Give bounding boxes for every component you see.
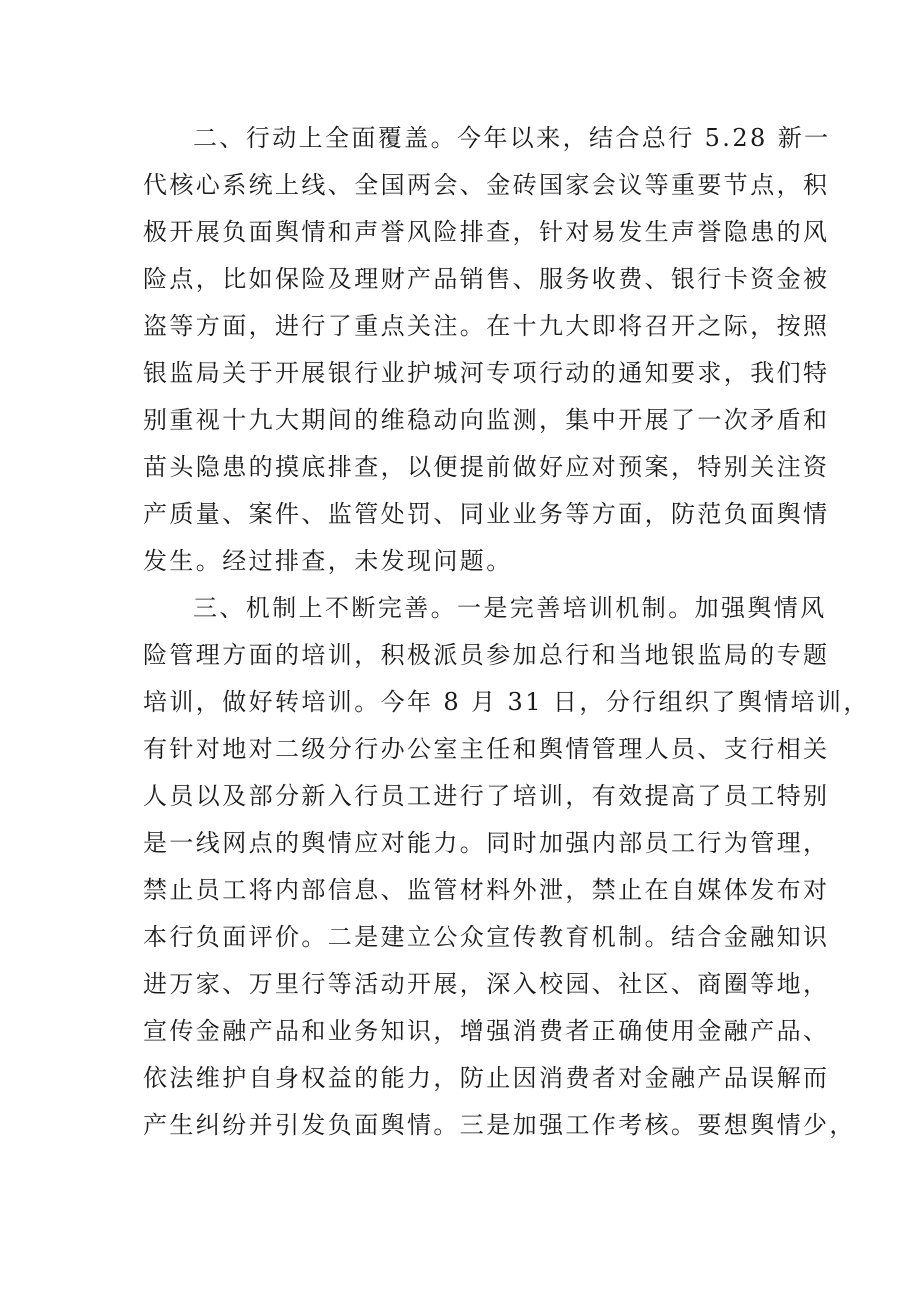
text-line: 产质量、案件、监管处罚、同业业务等方面，防范负面舆情: [143, 500, 830, 528]
text-line: 盗等方面，进行了重点关注。在十九大即将召开之际，按照: [143, 312, 830, 340]
text-line: 别重视十九大期间的维稳动向监测，集中开展了一次矛盾和: [143, 406, 830, 434]
text-line: 二、行动上全面覆盖。今年以来，结合总行 5.28 新一: [193, 124, 831, 152]
text-line: 产生纠纷并引发负面舆情。三是加强工作考核。要想舆情少，: [143, 1111, 856, 1139]
text-line: 进万家、万里行等活动开展，深入校园、社区、商圈等地，: [143, 970, 830, 998]
text-line: 发生。经过排查，未发现问题。: [143, 547, 513, 575]
text-line: 人员以及部分新入行员工进行了培训，有效提高了员工特别: [143, 782, 830, 810]
text-line: 依法维护自身权益的能力，防止因消费者对金融产品误解而: [143, 1064, 830, 1092]
text-line: 苗头隐患的摸底排查，以便提前做好应对预案，特别关注资: [143, 453, 830, 481]
text-line: 本行负面评价。二是建立公众宣传教育机制。结合金融知识: [143, 923, 830, 951]
text-line: 是一线网点的舆情应对能力。同时加强内部员工行为管理，: [143, 829, 830, 857]
text-line: 培训，做好转培训。今年 8 月 31 日，分行组织了舆情培训，: [143, 688, 870, 716]
text-line: 三、机制上不断完善。一是完善培训机制。加强舆情风: [193, 594, 827, 622]
text-line: 银监局关于开展银行业护城河专项行动的通知要求，我们特: [143, 359, 830, 387]
text-line: 禁止员工将内部信息、监管材料外泄，禁止在自媒体发布对: [143, 876, 830, 904]
paragraph-mechanism-improvement: [143, 585, 870, 1149]
text-line: 有针对地对二级分行办公室主任和舆情管理人员、支行相关: [143, 735, 830, 763]
text-line: 险管理方面的培训，积极派员参加总行和当地银监局的专题: [143, 641, 830, 669]
text-line: 极开展负面舆情和声誉风险排查，针对易发生声誉隐患的风: [143, 218, 830, 246]
text-line: 代核心系统上线、全国两会、金砖国家会议等重要节点，积: [143, 171, 830, 199]
text-line: 险点，比如保险及理财产品销售、服务收费、银行卡资金被: [143, 265, 830, 293]
paragraph-action-coverage: [143, 115, 831, 585]
document-body: [143, 115, 870, 1149]
text-line: 宣传金融产品和业务知识，增强消费者正确使用金融产品、: [143, 1017, 830, 1045]
